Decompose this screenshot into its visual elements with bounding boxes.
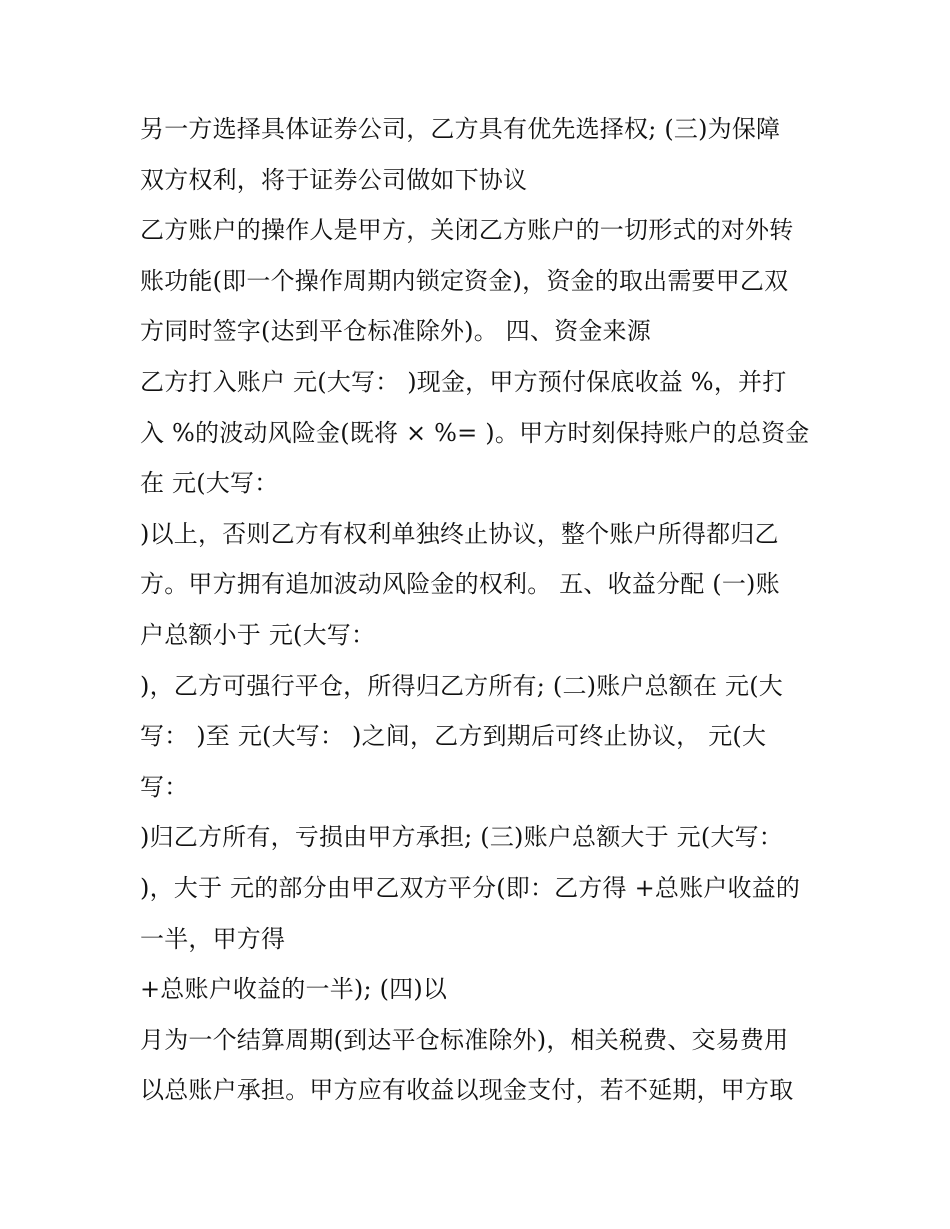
text-line: )，乙方可强行平仓，所得归乙方所有; (二)账户总额在 元(大 (140, 671, 783, 700)
text-line: 一半，甲方得 (140, 924, 286, 953)
text-line: 方。甲方拥有追加波动风险金的权利。 五、收益分配 (一)账 (140, 570, 780, 599)
text-line: 双方权利，将于证券公司做如下协议 (140, 165, 528, 194)
text-line: +总账户收益的一半); (四)以 (140, 975, 448, 1004)
text-line: )，大于 元的部分由甲乙双方平分(即：乙方得 +总账户收益的 (140, 873, 801, 902)
text-line: 入 %的波动风险金(既将 × %= )。甲方时刻保持账户的总资金 (140, 418, 810, 447)
text-line: 写： )至 元(大写： )之间，乙方到期后可终止协议， 元(大 (140, 722, 767, 751)
text-line: 以总账户承担。甲方应有收益以现金支付，若不延期，甲方取 (140, 1076, 794, 1105)
text-line: )以上，否则乙方有权利单独终止协议，整个账户所得都归乙 (140, 519, 779, 548)
text-line: 在 元(大写： (140, 469, 279, 498)
text-line: 月为一个结算周期(到达平仓标准除外)，相关税费、交易费用 (140, 1025, 789, 1054)
text-line: 写： (140, 772, 189, 801)
text-line: 另一方选择具体证券公司，乙方具有优先选择权; (三)为保障 (140, 115, 781, 143)
text-line: 方同时签字(达到平仓标准除外)。 四、资金来源 (140, 317, 651, 346)
text-line: 乙方账户的操作人是甲方，关闭乙方账户的一切形式的对外转 (140, 216, 794, 245)
text-line: 乙方打入账户 元(大写： )现金，甲方预付保底收益 %，并打 (140, 367, 787, 396)
text-line: 户总额小于 元(大写： (140, 620, 376, 649)
text-line: )归乙方所有，亏损由甲方承担; (三)账户总额大于 元(大写： (140, 823, 783, 852)
text-line: 账功能(即一个操作周期内锁定资金)，资金的取出需要甲乙双 (140, 266, 789, 295)
document-body (140, 104, 830, 1116)
